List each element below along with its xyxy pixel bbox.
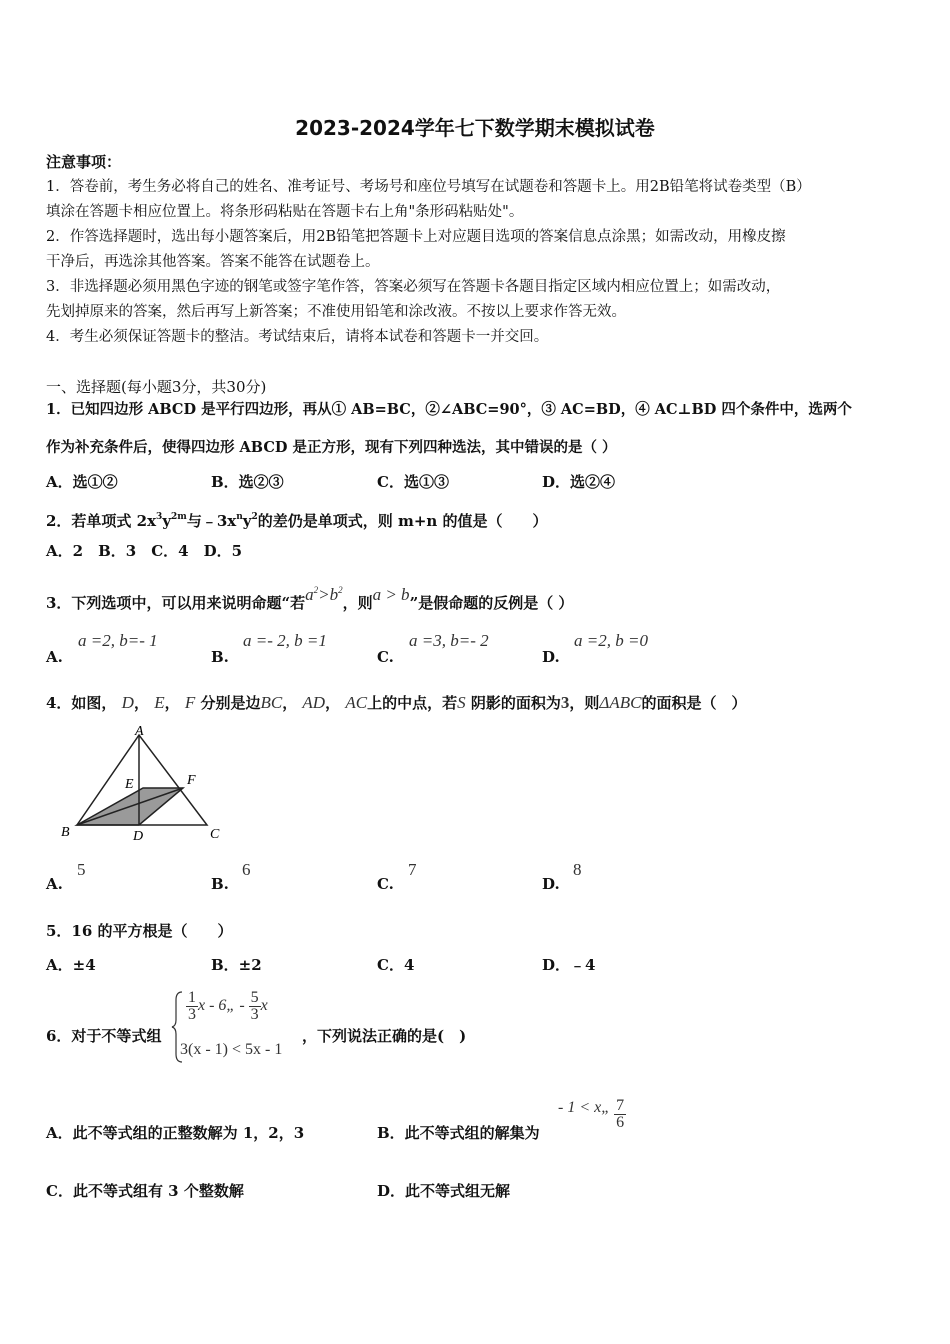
q1-stem-a: 1．已知四边形 ABCD 是平行四边形，再从① AB=BC，②∠ABC=90°，③ AC=BD，④ AC⊥BD 四个条件中，选两个 bbox=[46, 401, 852, 418]
q1-option-b: B．选②③ bbox=[211, 473, 284, 491]
page-title: 2023-2024学年七下数学期末模拟试卷 bbox=[295, 116, 655, 140]
q5-option-d: D．﹣4 bbox=[542, 956, 596, 974]
q4-option-b: 6 bbox=[242, 860, 251, 879]
q6-option-a: A．此不等式组的正整数解为 1，2，3 bbox=[46, 1124, 305, 1142]
notice-line-1b: 填涂在答题卡相应位置上。将条形码粘贴在答题卡右上角"条形码粘贴处"。 bbox=[46, 204, 524, 220]
q6-stem: 6．对于不等式组 bbox=[46, 1027, 162, 1045]
q4-option-a-label: A. bbox=[46, 875, 63, 893]
q2-stem: 2．若单项式 $2x^3y^{2m}$与$﹣3x^ny^2$的差仍是单项式，则 m+n 的值是（ ） bbox=[46, 512, 548, 530]
q6-inequality-1: $\frac{1}{3}$ x - 6„ - $\frac{5}{3}$ x bbox=[188, 989, 268, 1023]
q3-option-b-label: B. bbox=[211, 648, 229, 666]
q3-option-a: a =2, b=- 1 bbox=[78, 631, 158, 650]
label-d: D bbox=[133, 829, 144, 844]
notice-line-2b: 干净后，再选涂其他答案。答案不能答在试题卷上。 bbox=[46, 254, 380, 270]
q1-option-a: A．选①② bbox=[46, 473, 118, 491]
q5-stem: 5．16 的平方根是（ ） bbox=[46, 922, 233, 940]
q1-option-c: C．选①③ bbox=[377, 473, 449, 491]
q5-option-b: B．±2 bbox=[211, 956, 262, 974]
q4-option-b-label: B. bbox=[211, 875, 229, 893]
q6-option-b: B．此不等式组的解集为 bbox=[377, 1124, 540, 1142]
q6-option-c: C．此不等式组有 3 个整数解 bbox=[46, 1182, 244, 1200]
q4-option-a: 5 bbox=[77, 860, 86, 879]
q3-option-d-label: D. bbox=[542, 648, 560, 666]
q3-option-d: a =2, b =0 bbox=[574, 631, 648, 650]
q4-option-d-label: D. bbox=[542, 875, 560, 893]
q3-stem: 3．下列选项中，可以用来说明命题“若$a^2>b^2$，则a > b”是假命题的反例是（ ） bbox=[46, 585, 574, 612]
q5-option-c: C．4 bbox=[377, 956, 415, 974]
label-e: E bbox=[125, 777, 134, 792]
label-b: B bbox=[61, 825, 70, 840]
q1-stem-b: 作为补充条件后，使得四边形 ABCD 是正方形，现有下列四种选法，其中错误的是（ ） bbox=[46, 439, 617, 456]
notice-heading: 注意事项： bbox=[46, 153, 122, 171]
q4-option-d: 8 bbox=[573, 860, 582, 879]
q3-option-c-label: C. bbox=[377, 648, 394, 666]
q4-option-c-label: C. bbox=[377, 875, 394, 893]
q4-stem: 4．如图， D， E， F 分别是边BC， AD， AC上的中点，若S 阴影的面积为3，则ΔABC的面积是（ ） bbox=[46, 693, 747, 712]
notice-line-1a: 1．答卷前，考生务必将自己的姓名、准考证号、考场号和座位号填写在试题卷和答题卡上。用2B铅笔将试卷类型（B） bbox=[46, 179, 811, 195]
label-c: C bbox=[210, 827, 220, 842]
notice-line-3a: 3．非选择题必须用黑色字迹的钢笔或签字笔作答，答案必须写在答题卡各题目指定区域内相应位置上；如需改动， bbox=[46, 279, 781, 295]
q6-option-b-math: - 1 < x„ $\frac{7}{6}$ bbox=[558, 1097, 625, 1131]
q3-option-a-label: A. bbox=[46, 648, 63, 666]
notice-line-3b: 先划掉原来的答案，然后再写上新答案；不准使用铅笔和涂改液。不按以上要求作答无效。 bbox=[46, 304, 626, 320]
notice-line-2a: 2．作答选择题时，选出每小题答案后，用2B铅笔把答题卡上对应题目选项的答案信息点涂黑；如需改动，用橡皮擦 bbox=[46, 229, 786, 245]
q6-option-d: D．此不等式组无解 bbox=[377, 1182, 511, 1200]
q3-option-b: a =- 2, b =1 bbox=[243, 631, 327, 650]
q4-option-c: 7 bbox=[408, 860, 417, 879]
q1-option-d: D．选②④ bbox=[542, 473, 616, 491]
q6-stem-tail: ，下列说法正确的是( ) bbox=[302, 1027, 467, 1045]
q2-options: A．2 B．3 C．4 D．5 bbox=[46, 542, 243, 560]
triangle-figure bbox=[55, 722, 235, 847]
q6-inequality-2: 3(x - 1) < 5x - 1 bbox=[180, 1041, 283, 1058]
label-f: F bbox=[187, 773, 196, 788]
q3-option-c: a =3, b=- 2 bbox=[409, 631, 489, 650]
notice-line-4: 4．考生必须保证答题卡的整洁。考试结束后，请将本试卷和答题卡一并交回。 bbox=[46, 329, 549, 345]
section-heading: 一、选择题(每小题3分，共30分) bbox=[46, 378, 267, 396]
q5-option-a: A．±4 bbox=[46, 956, 96, 974]
label-a: A bbox=[135, 724, 144, 739]
